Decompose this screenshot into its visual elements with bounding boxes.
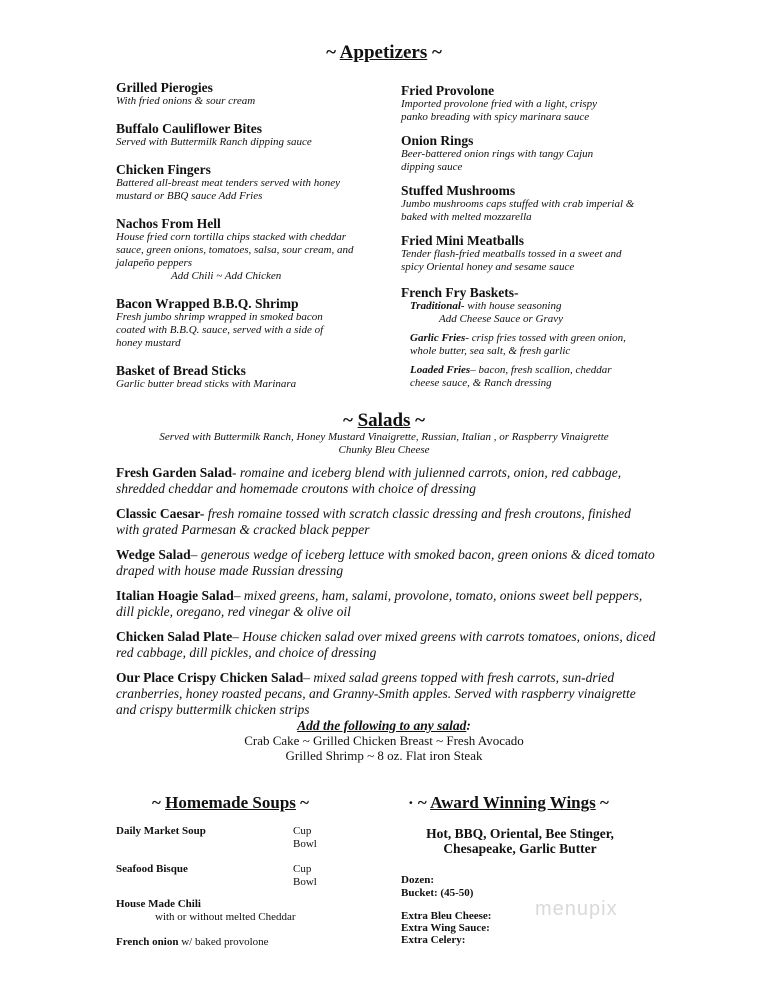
menu-item — [116, 216, 386, 283]
item-desc: Imported provolone fried with a light, crispy panko breading with spicy marinara sauce — [401, 98, 598, 123]
appetizers-title: Appetizers — [339, 42, 428, 63]
wings-extra: Extra Celery: — [401, 934, 466, 946]
salads-served-with-2: Chunky Bleu Cheese — [338, 444, 430, 456]
fries-loaded — [401, 364, 625, 390]
item-extra: Add Chili ~ Add Chicken — [171, 270, 282, 282]
salad-addons-line1: Crab Cake ~ Grilled Chicken Breast ~ Fresh Avocado — [244, 733, 524, 748]
item-name: Onion Rings — [401, 133, 474, 148]
menu-item — [116, 363, 386, 391]
menu-item — [116, 121, 386, 149]
salad-item — [116, 588, 656, 620]
watermark-logo: menupix — [535, 898, 618, 920]
item-name: Nachos From Hell — [116, 216, 221, 231]
item-desc: Tender flash-fried meatballs tossed in a sweet and spicy Oriental honey and sesame sauce — [401, 248, 622, 273]
fries-loaded-desc: – bacon, fresh scallion, cheddar cheese sauce, & Ranch dressing — [410, 364, 612, 389]
item-desc: Battered all-breast meat tenders served with honey mustard or BBQ sauce Add Fries — [116, 177, 341, 202]
soup-size: Cup — [293, 863, 312, 875]
soup-name: French onion — [116, 936, 179, 948]
wings-extra: Extra Bleu Cheese: — [401, 910, 492, 922]
item-name: Bacon Wrapped B.B.Q. Shrimp — [116, 296, 299, 311]
item-desc: Beer-battered onion rings with tangy Cajun dipping sauce — [401, 148, 594, 173]
wings-dozen: Dozen: — [401, 874, 434, 886]
fries-loaded-label: Loaded Fries — [410, 364, 471, 376]
fries-traditional — [401, 300, 651, 313]
item-name: Grilled Pierogies — [116, 80, 213, 95]
salad-item — [116, 506, 656, 538]
salad-desc: – generous wedge of iceberg lettuce with smoked bacon, green onions & diced tomato draped with house made Russian dressing — [116, 547, 655, 578]
menu-item — [116, 162, 386, 203]
soup-size: Bowl — [293, 838, 317, 850]
item-name: Stuffed Mushrooms — [401, 183, 516, 198]
wings-flavors: Chesapeake, Garlic Butter — [443, 841, 597, 856]
salad-desc: – House chicken salad over mixed greens with carrots tomatoes, onions, diced red cabbage, dill pickles, and choice of dressing — [116, 629, 656, 660]
salad-name: Wedge Salad — [116, 547, 191, 562]
menu-item — [116, 296, 386, 350]
salad-name: Italian Hoagie Salad — [116, 588, 234, 603]
fries-traditional-label: Traditional- — [410, 300, 465, 312]
item-name: Buffalo Cauliflower Bites — [116, 121, 262, 136]
item-name: Fried Provolone — [401, 83, 495, 98]
soup-desc: w/ baked provolone — [178, 936, 269, 948]
salad-name: Classic Caesar- — [116, 506, 205, 521]
fries-garlic — [401, 332, 650, 358]
item-desc: With fried onions & sour cream — [116, 95, 256, 107]
item-name: Basket of Bread Sticks — [116, 363, 246, 378]
salad-name: Chicken Salad Plate — [116, 629, 233, 644]
salads-served-with: Served with Buttermilk Ranch, Honey Mustard Vinaigrette, Russian, Italian , or Raspberry Vinaigrette — [159, 431, 609, 443]
salad-item — [116, 629, 656, 661]
appetizers-heading: ~ Appetizers ~ — [326, 42, 442, 63]
item-desc: Served with Buttermilk Ranch dipping sauce — [116, 136, 312, 148]
menu-item — [401, 83, 651, 124]
soup-name: Daily Market Soup — [116, 825, 206, 837]
salad-desc: – mixed salad greens topped with fresh carrots, sun-dried cranberries, honey roasted pecans, and Granny-Smith apples. Served with raspberry vinaigrette and crispy buttermilk chicken strips — [116, 670, 636, 717]
item-desc: House fried corn tortilla chips stacked with cheddar sauce, green onions, tomatoes, salsa, sour cream, and jalapeño peppers — [116, 231, 354, 269]
wings-heading: · ~ Award Winning Wings ~ — [408, 793, 609, 812]
salad-addons-title: Add the following to any salad — [297, 718, 467, 733]
item-name: Chicken Fingers — [116, 162, 211, 177]
item-desc: Garlic butter bread sticks with Marinara — [116, 378, 297, 390]
wings-bucket: Bucket: (45-50) — [401, 887, 474, 899]
menu-item — [401, 183, 651, 224]
appetizers-left-column — [116, 80, 386, 404]
salads-list — [116, 465, 656, 727]
salad-addons-line2: Grilled Shrimp ~ 8 oz. Flat iron Steak — [285, 748, 483, 763]
soup-name: Seafood Bisque — [116, 863, 188, 875]
appetizers-right-column — [401, 83, 651, 403]
fries-traditional-extra: Add Cheese Sauce or Gravy — [439, 313, 564, 325]
salad-desc: - romaine and iceberg blend with julienned carrots, onion, red cabbage, shredded cheddar and homemade croutons with choice of dressing — [116, 465, 622, 496]
item-desc: Fresh jumbo shrimp wrapped in smoked bacon coated with B.B.Q. sauce, served with a side of honey mustard — [116, 311, 324, 349]
french-fry-baskets — [401, 285, 651, 390]
wings-title: Award Winning Wings — [430, 793, 596, 812]
salad-item — [116, 465, 656, 497]
fries-garlic-desc: - crisp fries tossed with green onion, whole butter, sea salt, & fresh garlic — [410, 332, 626, 357]
salad-name: Fresh Garden Salad — [116, 465, 233, 480]
soup-desc: with or without melted Cheddar — [155, 911, 296, 923]
menu-item — [401, 133, 651, 174]
item-desc: Jumbo mushrooms caps stuffed with crab imperial & baked with melted mozzarella — [401, 198, 635, 223]
soups-title: Homemade Soups — [165, 793, 296, 812]
soup-french-onion — [116, 936, 269, 948]
fries-garlic-label: Garlic Fries — [410, 332, 466, 344]
item-name: Fried Mini Meatballs — [401, 233, 524, 248]
fries-traditional-desc: with house seasoning — [464, 300, 562, 312]
salads-heading: ~ Salads ~ — [342, 410, 426, 431]
soup-size: Bowl — [293, 876, 317, 888]
menu-item — [401, 233, 651, 274]
soups-heading: ~ Homemade Soups ~ — [152, 793, 310, 812]
wings-extra: Extra Wing Sauce: — [401, 922, 490, 934]
wings-flavors: Hot, BBQ, Oriental, Bee Stinger, — [426, 826, 614, 841]
soup-size: Cup — [293, 825, 312, 837]
salad-addons-heading: Add the following to any salad: — [297, 718, 471, 733]
soup-name: House Made Chili — [116, 898, 201, 910]
salad-item — [116, 547, 656, 579]
salad-item — [116, 670, 656, 718]
menu-item — [116, 80, 386, 108]
salad-desc: fresh romaine tossed with scratch classic dressing and fresh croutons, finished with grated Parmesan & cracked black pepper — [116, 506, 631, 537]
item-name: French Fry Baskets- — [401, 285, 519, 300]
salads-title: Salads — [357, 410, 411, 431]
salad-desc: – mixed greens, ham, salami, provolone, tomato, onions sweet bell peppers, dill pickle, oregano, red vinegar & olive oil — [116, 588, 643, 619]
salad-name: Our Place Crispy Chicken Salad — [116, 670, 304, 685]
